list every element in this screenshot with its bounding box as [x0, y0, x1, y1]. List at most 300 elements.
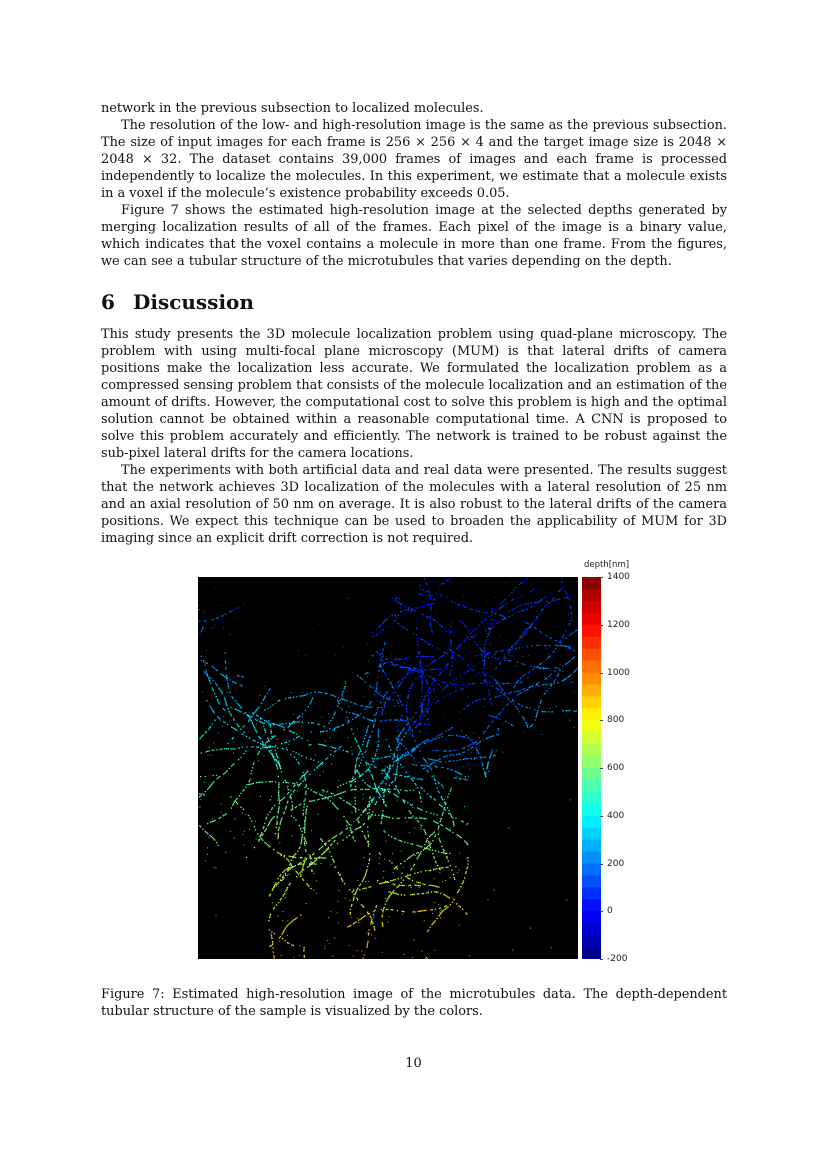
molecule-point [468, 697, 469, 698]
molecule-point [298, 873, 299, 874]
molecule-point [543, 668, 544, 669]
molecule-point [396, 893, 397, 894]
molecule-point [285, 809, 286, 810]
molecule-point [465, 672, 466, 673]
molecule-point [318, 692, 319, 693]
molecule-point [247, 715, 248, 716]
molecule-point [439, 624, 440, 625]
molecule-point [554, 683, 555, 684]
molecule-point [490, 643, 491, 644]
molecule-point [524, 630, 525, 631]
molecule-point [415, 855, 416, 856]
molecule-point [446, 828, 447, 829]
molecule-point [306, 810, 307, 811]
molecule-point [351, 832, 352, 833]
molecule-point [326, 791, 327, 792]
molecule-point [489, 629, 490, 630]
molecule-point [499, 621, 500, 622]
molecule-point [430, 764, 431, 765]
molecule-point [201, 736, 202, 737]
molecule-point [512, 725, 513, 726]
section-heading [101, 290, 254, 314]
molecule-point [426, 616, 427, 617]
molecule-point [391, 880, 392, 881]
molecule-point [474, 758, 475, 759]
molecule-point [331, 844, 332, 845]
molecule-point [563, 634, 564, 635]
molecule-point [434, 778, 435, 779]
molecule-point [442, 813, 443, 814]
molecule-point [226, 675, 227, 676]
molecule-point [311, 858, 312, 859]
molecule-point [442, 681, 443, 682]
molecule-point [274, 907, 275, 908]
molecule-point [570, 799, 571, 800]
molecule-point [566, 900, 567, 901]
molecule-point [429, 836, 430, 837]
molecule-point [430, 656, 431, 657]
molecule-point [441, 686, 442, 687]
molecule-point [434, 832, 435, 833]
molecule-point [280, 880, 281, 881]
molecule-point [397, 623, 398, 624]
molecule-point [491, 685, 492, 686]
molecule-point [492, 721, 493, 722]
molecule-point [313, 760, 314, 761]
molecule-point [369, 737, 370, 738]
molecule-point [514, 701, 515, 702]
molecule-point [560, 664, 561, 665]
molecule-point [464, 751, 465, 752]
molecule-point [403, 736, 404, 737]
molecule-point [405, 733, 406, 734]
molecule-point [412, 804, 413, 805]
molecule-point [222, 814, 223, 815]
molecule-point [381, 818, 382, 819]
molecule-point [409, 810, 410, 811]
molecule-point [263, 726, 264, 727]
molecule-point [324, 693, 325, 694]
molecule-point [269, 747, 270, 748]
molecule-point [233, 803, 234, 804]
molecule-point [509, 594, 510, 595]
molecule-point [443, 598, 444, 599]
molecule-point [415, 656, 416, 657]
molecule-point [419, 651, 420, 652]
molecule-point [315, 792, 316, 793]
molecule-point [439, 693, 440, 694]
molecule-point [266, 843, 267, 844]
colorbar-band [582, 923, 601, 935]
molecule-point [422, 667, 423, 668]
molecule-point [299, 736, 300, 737]
molecule-point [276, 884, 277, 885]
molecule-point [490, 698, 491, 699]
molecule-point [367, 706, 368, 707]
molecule-point [279, 842, 280, 843]
molecule-point [503, 708, 504, 709]
molecule-point [507, 693, 508, 694]
molecule-point [202, 603, 203, 604]
molecule-point [420, 652, 421, 653]
molecule-point [440, 913, 441, 914]
molecule-point [216, 868, 217, 869]
molecule-point [413, 716, 414, 717]
molecule-point [381, 676, 382, 677]
molecule-point [428, 687, 429, 688]
molecule-point [473, 683, 474, 684]
molecule-point [352, 753, 353, 754]
molecule-point [253, 714, 254, 715]
molecule-point [389, 769, 390, 770]
molecule-point [225, 702, 226, 703]
molecule-point [199, 633, 200, 634]
molecule-point [207, 833, 208, 834]
molecule-point [444, 697, 445, 698]
molecule-point [467, 671, 468, 672]
molecule-point [329, 723, 330, 724]
molecule-point [468, 764, 469, 765]
molecule-point [372, 777, 373, 778]
molecule-point [319, 794, 320, 795]
molecule-point [419, 660, 420, 661]
molecule-point [278, 790, 279, 791]
molecule-point [269, 811, 270, 812]
molecule-point [267, 693, 268, 694]
molecule-point [509, 692, 510, 693]
molecule-point [422, 765, 423, 766]
molecule-point [283, 749, 284, 750]
molecule-point [389, 719, 390, 720]
molecule-point [436, 697, 437, 698]
molecule-point [382, 773, 383, 774]
molecule-point [253, 713, 254, 714]
molecule-point [261, 718, 262, 719]
molecule-point [283, 876, 284, 877]
molecule-point [246, 736, 247, 737]
molecule-point [370, 687, 371, 688]
molecule-point [488, 737, 489, 738]
molecule-point [411, 756, 412, 757]
molecule-point [465, 873, 466, 874]
molecule-point [267, 814, 268, 815]
molecule-point [529, 687, 530, 688]
molecule-point [497, 651, 498, 652]
molecule-point [275, 724, 276, 725]
molecule-point [564, 679, 565, 680]
molecule-point [352, 891, 353, 892]
molecule-point [422, 682, 423, 683]
molecule-point [410, 817, 411, 818]
molecule-point [502, 724, 503, 725]
molecule-point [493, 623, 494, 624]
molecule-point [535, 685, 536, 686]
molecule-point [457, 760, 458, 761]
molecule-point [425, 694, 426, 695]
molecule-point [340, 873, 341, 874]
molecule-point [433, 738, 434, 739]
molecule-point [434, 922, 435, 923]
molecule-point [408, 722, 409, 723]
molecule-point [420, 721, 421, 722]
molecule-point [366, 732, 367, 733]
molecule-point [387, 691, 388, 692]
molecule-point [399, 775, 400, 776]
molecule-point [382, 788, 383, 789]
molecule-point [485, 730, 486, 731]
molecule-point [381, 821, 382, 822]
molecule-point [463, 605, 464, 606]
molecule-point [335, 794, 336, 795]
molecule-point [276, 753, 277, 754]
molecule-point [414, 873, 415, 874]
molecule-point [549, 602, 550, 603]
molecule-point [282, 938, 283, 939]
molecule-point [443, 689, 444, 690]
molecule-point [496, 717, 497, 718]
molecule-point [411, 778, 412, 779]
molecule-point [276, 754, 277, 755]
molecule-point [335, 866, 336, 867]
molecule-point [366, 730, 367, 731]
molecule-point [449, 674, 450, 675]
molecule-point [424, 884, 425, 885]
molecule-point [345, 700, 346, 701]
molecule-point [244, 732, 245, 733]
molecule-point [338, 701, 339, 702]
molecule-point [408, 817, 409, 818]
molecule-point [213, 667, 214, 668]
molecule-point [455, 691, 456, 692]
molecule-point [403, 603, 404, 604]
molecule-point [275, 833, 276, 834]
molecule-point [466, 758, 467, 759]
molecule-point [278, 811, 279, 812]
molecule-point [339, 747, 340, 748]
molecule-point [504, 660, 505, 661]
molecule-point [273, 887, 274, 888]
molecule-point [364, 954, 365, 955]
molecule-point [405, 610, 406, 611]
molecule-point [526, 622, 527, 623]
molecule-point [297, 721, 298, 722]
molecule-point [225, 701, 226, 702]
molecule-point [509, 616, 510, 617]
molecule-point [355, 800, 356, 801]
molecule-point [548, 653, 549, 654]
molecule-point [274, 959, 275, 960]
molecule-point [398, 886, 399, 887]
molecule-point [513, 609, 514, 610]
molecule-point [489, 682, 490, 683]
molecule-point [305, 818, 306, 819]
molecule-point [438, 904, 439, 905]
molecule-point [275, 745, 276, 746]
molecule-point [209, 750, 210, 751]
molecule-point [520, 583, 521, 584]
molecule-point [509, 611, 510, 612]
molecule-point [484, 644, 485, 645]
molecule-point [435, 660, 436, 661]
molecule-point [329, 851, 330, 852]
molecule-point [485, 641, 486, 642]
molecule-point [574, 650, 575, 651]
molecule-point [439, 838, 440, 839]
molecule-point [390, 880, 391, 881]
molecule-point [453, 822, 454, 823]
molecule-point [434, 836, 435, 837]
molecule-point [370, 923, 371, 924]
molecule-point [402, 681, 403, 682]
molecule-point [427, 931, 428, 932]
molecule-point [302, 714, 303, 715]
molecule-point [401, 625, 402, 626]
molecule-point [266, 817, 267, 818]
molecule-point [387, 817, 388, 818]
molecule-point [259, 836, 260, 837]
molecule-point [528, 672, 529, 673]
molecule-point [484, 663, 485, 664]
molecule-point [363, 794, 364, 795]
molecule-point [424, 743, 425, 744]
molecule-point [212, 783, 213, 784]
molecule-point [435, 669, 436, 670]
molecule-point [264, 831, 265, 832]
molecule-point [326, 797, 327, 798]
molecule-point [528, 689, 529, 690]
molecule-point [368, 817, 369, 818]
molecule-point [270, 729, 271, 730]
molecule-point [445, 761, 446, 762]
molecule-point [484, 660, 485, 661]
molecule-point [287, 749, 288, 750]
molecule-point [255, 730, 256, 731]
molecule-point [217, 699, 218, 700]
molecule-point [430, 885, 431, 886]
molecule-point [421, 801, 422, 802]
molecule-point [461, 621, 462, 622]
molecule-point [453, 750, 454, 751]
molecule-point [442, 736, 443, 737]
molecule-point [363, 717, 364, 718]
molecule-point [450, 694, 451, 695]
molecule-point [430, 627, 431, 628]
molecule-point [382, 653, 383, 654]
molecule-point [222, 726, 223, 727]
molecule-point [464, 758, 465, 759]
molecule-point [433, 682, 434, 683]
molecule-point [362, 880, 363, 881]
molecule-point [303, 781, 304, 782]
molecule-point [404, 663, 405, 664]
molecule-point [394, 621, 395, 622]
molecule-point [349, 926, 350, 927]
molecule-point [509, 660, 510, 661]
molecule-point [297, 718, 298, 719]
molecule-point [540, 700, 541, 701]
molecule-point [439, 908, 440, 909]
molecule-point [509, 649, 510, 650]
molecule-point [408, 609, 409, 610]
molecule-point [328, 847, 329, 848]
molecule-point [457, 834, 458, 835]
molecule-point [548, 711, 549, 712]
molecule-point [505, 617, 506, 618]
molecule-point [391, 862, 392, 863]
molecule-point [457, 892, 458, 893]
molecule-point [321, 692, 322, 693]
molecule-point [400, 764, 401, 765]
molecule-point [312, 697, 313, 698]
molecule-point [443, 767, 444, 768]
molecule-point [381, 782, 382, 783]
molecule-point [527, 623, 528, 624]
molecule-point [399, 698, 400, 699]
molecule-point [392, 909, 393, 910]
molecule-point [307, 694, 308, 695]
molecule-point [381, 817, 382, 818]
molecule-point [431, 609, 432, 610]
molecule-point [434, 680, 435, 681]
molecule-point [397, 868, 398, 869]
molecule-point [459, 753, 460, 754]
molecule-point [404, 954, 405, 955]
molecule-point [438, 791, 439, 792]
molecule-point [450, 673, 451, 674]
molecule-point [450, 640, 451, 641]
molecule-point [518, 680, 519, 681]
molecule-point [282, 895, 283, 896]
molecule-point [300, 828, 301, 829]
molecule-point [384, 621, 385, 622]
molecule-point [223, 721, 224, 722]
molecule-point [284, 893, 285, 894]
molecule-point [257, 742, 258, 743]
molecule-point [240, 706, 241, 707]
molecule-point [545, 684, 546, 685]
molecule-point [400, 718, 401, 719]
molecule-point [490, 627, 491, 628]
molecule-point [541, 710, 542, 711]
colorbar-band [582, 875, 601, 887]
molecule-point [397, 746, 398, 747]
molecule-point [527, 628, 528, 629]
colorbar-tick-label: -200 [607, 954, 628, 964]
molecule-point [271, 938, 272, 939]
molecule-point [368, 841, 369, 842]
molecule-point [301, 857, 302, 858]
molecule-point [369, 719, 370, 720]
molecule-point [288, 782, 289, 783]
molecule-point [240, 793, 241, 794]
molecule-point [483, 733, 484, 734]
molecule-point [461, 657, 462, 658]
molecule-point [380, 663, 381, 664]
molecule-point [368, 933, 369, 934]
molecule-point [280, 853, 281, 854]
molecule-point [334, 840, 335, 841]
molecule-point [445, 668, 446, 669]
molecule-point [271, 931, 272, 932]
molecule-point [357, 757, 358, 758]
molecule-point [271, 818, 272, 819]
molecule-point [223, 675, 224, 676]
molecule-point [439, 792, 440, 793]
molecule-point [293, 714, 294, 715]
molecule-point [331, 750, 332, 751]
molecule-point [427, 771, 428, 772]
molecule-point [363, 773, 364, 774]
